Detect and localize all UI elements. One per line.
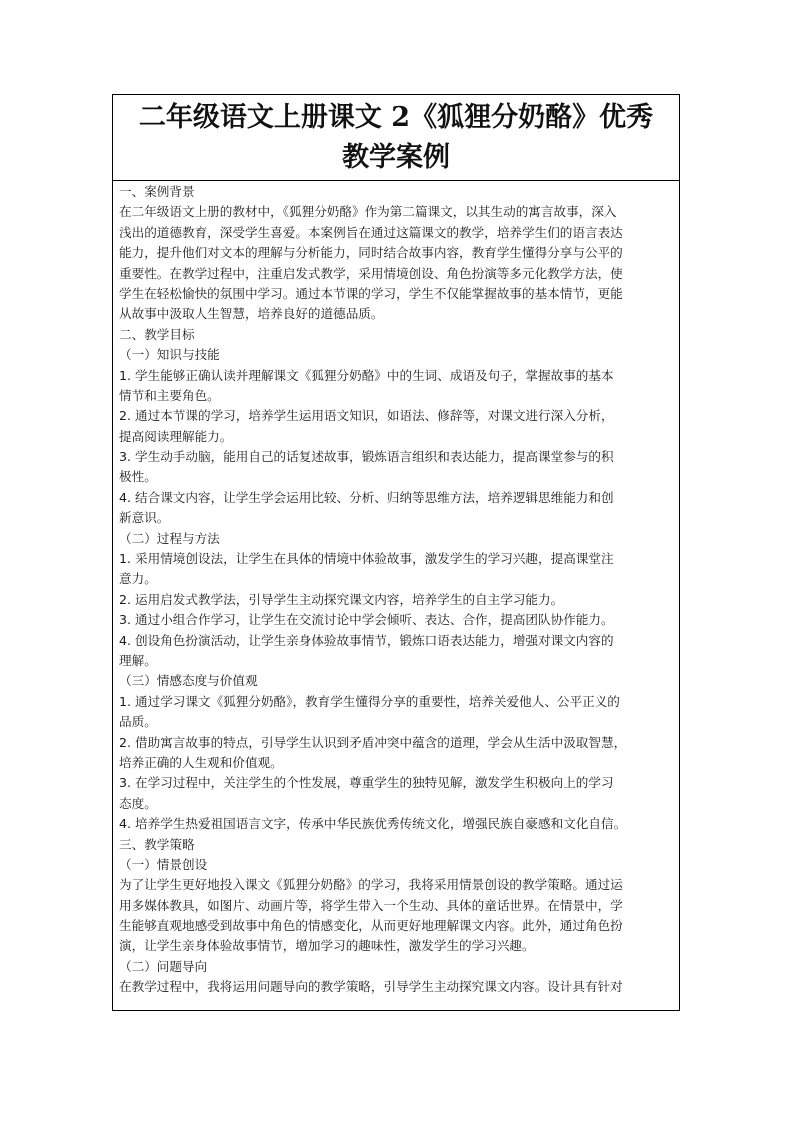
- text-line: 在二年级语文上册的教材中，《狐狸分奶酪》作为第二篇课文，以其生动的寓言故事，深入: [119, 204, 617, 220]
- text-line: （一）情景创设: [119, 856, 208, 872]
- text-line: 从故事中汲取人生智慧，培养良好的道德品质。: [119, 306, 384, 322]
- text-line: （一）知识与技能: [119, 347, 220, 363]
- text-line: （二）过程与方法: [119, 530, 220, 546]
- document-table: [112, 94, 680, 1011]
- text-line: 为了让学生更好地投入课文《狐狸分奶酪》的学习，我将采用情景创设的教学策略。通过运: [119, 877, 623, 893]
- body-text: [113, 181, 679, 998]
- text-line: 品质。: [119, 714, 157, 730]
- text-line: 理解。: [119, 652, 157, 668]
- text-line: 培养正确的人生观和价值观。: [119, 754, 283, 770]
- text-line: 1. 学生能够正确认读并理解课文《狐狸分奶酪》中的生词、成语及句子，掌握故事的基本: [119, 367, 614, 383]
- text-line: （二）问题导向: [119, 958, 208, 974]
- text-line: 生能够直观地感受到故事中角色的情感变化，从而更好地理解课文内容。此外，通过角色扮: [119, 918, 623, 934]
- text-line: 2. 通过本节课的学习，培养学生运用语文知识，如语法、修辞等，对课文进行深入分析，: [119, 408, 614, 424]
- text-line: 二、教学目标: [119, 326, 195, 342]
- text-line: 用多媒体教具，如图片、动画片等，将学生带入一个生动、具体的童话世界。在情景中，学: [119, 897, 623, 913]
- text-line: 情节和主要角色。: [119, 387, 220, 403]
- text-line: 4. 创设角色扮演活动，让学生亲身体验故事情节，锻炼口语表达能力，增强对课文内容的: [119, 632, 614, 648]
- text-line: 新意识。: [119, 510, 170, 526]
- page-title-line-2: 教学案例: [342, 142, 450, 173]
- text-line: 浅出的道德教育，深受学生喜爱。本案例旨在通过这篇课文的教学，培养学生们的语言表达: [119, 224, 623, 240]
- text-line: 极性。: [119, 469, 157, 485]
- text-line: 4. 培养学生热爱祖国语言文字，传承中华民族优秀传统文化，增强民族自豪感和文化自信。: [119, 816, 627, 832]
- text-line: 2. 运用启发式教学法，引导学生主动探究课文内容，培养学生的自主学习能力。: [119, 591, 564, 607]
- text-line: 3. 在学习过程中，关注学生的个性发展，尊重学生的独特见解，激发学生积极向上的学习: [119, 775, 614, 791]
- page-title-line-1: 二年级语文上册课文 2《狐狸分奶酪》优秀: [138, 102, 654, 133]
- text-line: 2. 借助寓言故事的特点，引导学生认识到矛盾冲突中蕴含的道理，学会从生活中汲取智慧，: [119, 734, 627, 750]
- text-line: 3. 通过小组合作学习，让学生在交流讨论中学会倾听、表达、合作，提高团队协作能力。: [119, 612, 614, 628]
- title-cell: [113, 95, 679, 181]
- text-line: 三、教学策略: [119, 836, 195, 852]
- text-line: 在教学过程中，我将运用问题导向的教学策略，引导学生主动探究课文内容。设计具有针对: [119, 979, 623, 995]
- text-line: 演，让学生亲身体验故事情节，增加学习的趣味性，激发学生的学习兴趣。: [119, 938, 535, 954]
- text-line: 能力，提升他们对文本的理解与分析能力，同时结合故事内容，教育学生懂得分享与公平的: [119, 245, 623, 261]
- text-line: 学生在轻松愉快的氛围中学习。通过本节课的学习，学生不仅能掌握故事的基本情节，更能: [119, 285, 623, 301]
- text-line: （三）情感态度与价值观: [119, 673, 258, 689]
- text-line: 4. 结合课文内容，让学生学会运用比较、分析、归纳等思维方法，培养逻辑思维能力和创: [119, 489, 614, 505]
- text-line: 意力。: [119, 571, 157, 587]
- text-line: 1. 通过学习课文《狐狸分奶酪》，教育学生懂得分享的重要性，培养关爱他人、公平正义的: [119, 693, 620, 709]
- text-line: 3. 学生动手动脑，能用自己的话复述故事，锻炼语言组织和表达能力，提高课堂参与的积: [119, 449, 614, 465]
- text-line: 态度。: [119, 795, 157, 811]
- text-line: 重要性。在教学过程中，注重启发式教学，采用情境创设、角色扮演等多元化教学方法，使: [119, 265, 623, 281]
- text-line: 提高阅读理解能力。: [119, 428, 233, 444]
- text-line: 一、案例背景: [119, 184, 195, 199]
- text-line: 1. 采用情境创设法，让学生在具体的情境中体验故事，激发学生的学习兴趣，提高课堂注: [119, 551, 614, 567]
